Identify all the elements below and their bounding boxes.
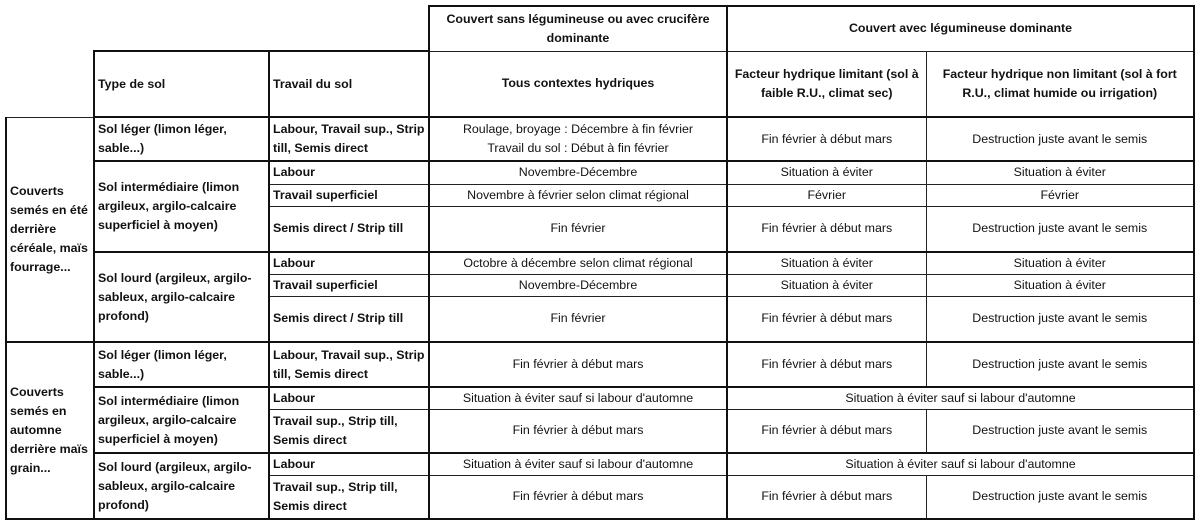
nolimit-cell: Destruction juste avant le semis	[926, 342, 1194, 387]
soil-type: Sol lourd (argileux, argilo-sableux, argilo-calcaire profond)	[94, 453, 269, 519]
table-row	[6, 252, 1194, 274]
all-contexts-cell: Fin février à début mars	[429, 342, 727, 387]
soil-work: Labour	[269, 252, 429, 274]
all-contexts-cell: Situation à éviter sauf si labour d'automne	[429, 387, 727, 409]
table-row	[6, 387, 1194, 409]
nolimit-cell: Février	[926, 184, 1194, 206]
legume-merged-cell: Situation à éviter sauf si labour d'automne	[727, 453, 1194, 475]
cover-crop-destruction-table	[5, 5, 1195, 520]
header-all-contexts: Tous contextes hydriques	[429, 51, 727, 117]
soil-work: Semis direct / Strip till	[269, 296, 429, 342]
all-contexts-cell: Fin février à début mars	[429, 409, 727, 453]
soil-work: Travail sup., Strip till, Semis direct	[269, 409, 429, 453]
header-water-limiting: Facteur hydrique limitant (sol à faible R.U., climat sec)	[727, 51, 926, 117]
soil-work: Labour	[269, 161, 429, 184]
soil-type: Sol lourd (argileux, argilo-sableux, argilo-calcaire profond)	[94, 252, 269, 342]
nolimit-cell: Destruction juste avant le semis	[926, 475, 1194, 519]
all-contexts-cell: Novembre à février selon climat régional	[429, 184, 727, 206]
soil-type: Sol léger (limon léger, sable...)	[94, 117, 269, 161]
nolimit-cell: Situation à éviter	[926, 274, 1194, 296]
nolimit-cell: Destruction juste avant le semis	[926, 117, 1194, 161]
nolimit-cell: Situation à éviter	[926, 161, 1194, 184]
nolimit-cell: Destruction juste avant le semis	[926, 409, 1194, 453]
header-water-non-limiting: Facteur hydrique non limitant (sol à fort R.U., climat humide ou irrigation)	[926, 51, 1194, 117]
soil-work: Travail sup., Strip till, Semis direct	[269, 475, 429, 519]
group-label: Couverts semés en automne derrière maïs grain...	[6, 342, 94, 519]
nolimit-cell: Situation à éviter	[926, 252, 1194, 274]
soil-type: Sol léger (limon léger, sable...)	[94, 342, 269, 387]
limit-cell: Situation à éviter	[727, 274, 926, 296]
soil-type: Sol intermédiaire (limon argileux, argilo-calcaire superficiel à moyen)	[94, 387, 269, 453]
soil-work: Semis direct / Strip till	[269, 206, 429, 252]
all-contexts-cell: Novembre-Décembre	[429, 161, 727, 184]
soil-type: Sol intermédiaire (limon argileux, argilo-calcaire superficiel à moyen)	[94, 161, 269, 252]
limit-cell: Février	[727, 184, 926, 206]
all-contexts-cell: Fin février à début mars	[429, 475, 727, 519]
header-group-no-legume: Couvert sans légumineuse ou avec crucifère dominante	[429, 6, 727, 51]
nolimit-cell: Destruction juste avant le semis	[926, 206, 1194, 252]
soil-work: Labour	[269, 453, 429, 475]
all-contexts-cell: Situation à éviter sauf si labour d'automne	[429, 453, 727, 475]
limit-cell: Fin février à début mars	[727, 117, 926, 161]
soil-work: Labour, Travail sup., Strip till, Semis direct	[269, 342, 429, 387]
nolimit-cell: Destruction juste avant le semis	[926, 296, 1194, 342]
limit-cell: Fin février à début mars	[727, 296, 926, 342]
cell-line: Travail du sol : Début à fin février	[487, 141, 669, 155]
cell-line: Roulage, broyage : Décembre à fin février	[462, 122, 694, 136]
all-contexts-cell: Octobre à décembre selon climat régional	[429, 252, 727, 274]
limit-cell: Fin février à début mars	[727, 409, 926, 453]
table-row	[6, 453, 1194, 475]
table-row	[6, 161, 1194, 184]
limit-cell: Fin février à début mars	[727, 342, 926, 387]
limit-cell: Situation à éviter	[727, 161, 926, 184]
limit-cell: Fin février à début mars	[727, 206, 926, 252]
soil-work: Travail superficiel	[269, 274, 429, 296]
limit-cell: Fin février à début mars	[727, 475, 926, 519]
all-contexts-cell: Fin février	[429, 296, 727, 342]
table-row	[6, 342, 1194, 387]
soil-work: Travail superficiel	[269, 184, 429, 206]
all-contexts-cell	[429, 117, 727, 161]
all-contexts-cell: Novembre-Décembre	[429, 274, 727, 296]
limit-cell: Situation à éviter	[727, 252, 926, 274]
header-soil-type: Type de sol	[94, 51, 269, 117]
soil-work: Labour	[269, 387, 429, 409]
all-contexts-cell: Fin février	[429, 206, 727, 252]
soil-work: Labour, Travail sup., Strip till, Semis direct	[269, 117, 429, 161]
table-row	[6, 117, 1194, 161]
header-group-legume: Couvert avec légumineuse dominante	[727, 6, 1194, 51]
legume-merged-cell: Situation à éviter sauf si labour d'automne	[727, 387, 1194, 409]
header-soil-work: Travail du sol	[269, 51, 429, 117]
group-label: Couverts semés en été derrière céréale, maïs fourrage...	[6, 117, 94, 342]
